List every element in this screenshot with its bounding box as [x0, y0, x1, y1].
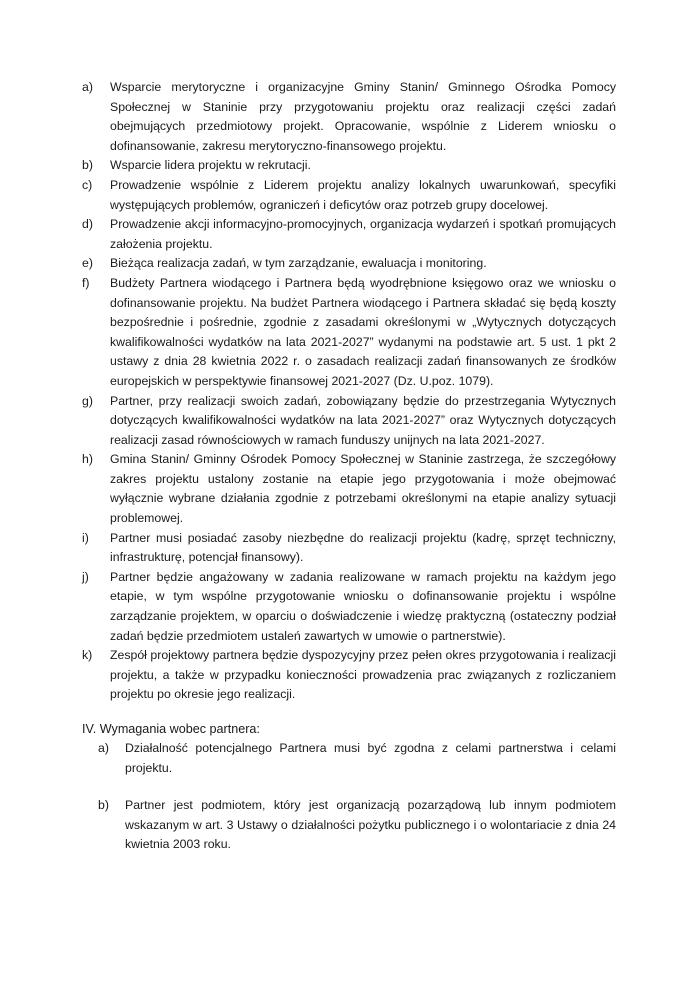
list-marker: a) [82, 80, 93, 94]
list-marker: a) [98, 741, 109, 755]
list-item [82, 450, 616, 528]
list-marker: j) [82, 569, 89, 584]
list-item [82, 568, 616, 646]
list-item-text: Gmina Stanin/ Gminny Ośrodek Pomocy Społecznej w Staninie zastrzega, że szczegółowy zakres projektu ustalony zostanie na etapie jego przygotowania i może obejmować wyłącznie wybrane działania zgodnie z potrzebami określonymi na etapie analizy sytuacji problemowej. [110, 452, 616, 526]
list-item [82, 274, 616, 392]
list-marker: e) [82, 256, 93, 271]
list-marker: h) [82, 452, 93, 467]
list-item-text: Zespół projektowy partnera będzie dyspozycyjny przez pełen okres przygotowania i realizacji projektu, a także w przypadku konieczności prowadzenia prac związanych z rozliczaniem projektu po okresie jego realizacji. [110, 648, 616, 702]
list-item [82, 78, 616, 156]
list-marker: i) [82, 530, 89, 545]
list-item [98, 796, 616, 855]
list-item-text: Partner jest podmiotem, który jest organizacją pozarządową lub innym podmiotem wskazanym w art. 3 Ustawy o działalności pożytku publicznego i o wolontariacie z dnia 24 kwietnia 2003 roku. [125, 798, 616, 852]
list-item [82, 529, 616, 568]
list-item [98, 739, 616, 778]
list-item-text: Prowadzenie akcji informacyjno-promocyjnych, organizacja wydarzeń i spotkań promujących założenia projektu. [110, 217, 616, 251]
list-marker: k) [82, 648, 93, 663]
list-item-text: Partner będzie angażowany w zadania realizowane w ramach projektu na każdym jego etapie, w tym wspólne przygotowanie wniosku o dofinansowanie projektu i wspólne zarządzanie projektem, w oparciu o doświadczenie i wiedzę praktyczną (ostateczny podział zadań będzie przedmiotem ustaleń zawartych w umowie o partnerstwie). [110, 569, 616, 643]
list-marker: c) [82, 177, 93, 192]
list-item-text: Partner musi posiadać zasoby niezbędne do realizacji projektu (kadrę, sprzęt techniczny, infrastrukturę, potencjał finansowy). [110, 530, 616, 565]
list-item [82, 176, 616, 215]
list-item-text: Prowadzenie wspólnie z Liderem projektu analizy lokalnych uwarunkowań, specyfiki występujących problemów, ograniczeń i deficytów oraz potrzeb grupy docelowej. [110, 177, 616, 212]
list-item-text: Działalność potencjalnego Partnera musi być zgodna z celami partnerstwa i celami projektu. [125, 741, 616, 775]
list-item-text: Wsparcie merytoryczne i organizacyjne Gminy Stanin/ Gminnego Ośrodka Pomocy Społecznej w Staninie przy przygotowaniu projektu oraz realizacji części zadań obejmujących przedmiotowy projekt. Opracowanie, wspólnie z Liderem wniosku o dofinansowanie, zakresu merytoryczno-finansowego projektu. [110, 80, 616, 153]
list-item-text: Wsparcie lidera projektu w rekrutacji. [110, 158, 311, 173]
list-item [82, 254, 616, 274]
list-marker: d) [82, 217, 93, 232]
list-marker: b) [82, 158, 93, 173]
list-item-text: Bieżąca realizacja zadań, w tym zarządzanie, ewaluacja i monitoring. [110, 256, 487, 271]
list-item [82, 156, 616, 176]
list-item-text: Budżety Partnera wiodącego i Partnera będą wyodrębnione księgowo oraz we wniosku o dofinansowanie projektu. Na budżet Partnera wiodącego i Partnera składać się będą koszty bezpośrednie i pośrednie, zgodnie z zasadami określonymi w „Wytycznych dotyczących kwalifikowalności wydatków na lata 2021-2027” wydanymi na podstawie art. 5 ust. 1 pkt 2 ustawy z dnia 28 kwietnia 2022 r. o zasadach realizacji zadań finansowanych ze środków europejskich w perspektywie finansowej 2021-2027 (Dz. U.poz. 1079). [110, 275, 616, 388]
list-marker: f) [82, 275, 90, 290]
partner-requirements-list [82, 739, 616, 855]
list-item [82, 215, 616, 254]
list-item [82, 646, 616, 705]
list-marker: b) [98, 798, 109, 813]
list-item-text: Partner, przy realizacji swoich zadań, zobowiązany będzie do przestrzegania Wytycznych dotyczących kwalifikowalności wydatków na lata 2021-2027” oraz Wytycznych dotyczących realizacji zasad równościowych w ramach funduszy unijnych na lata 2021-2027. [110, 393, 616, 447]
partner-tasks-list [82, 78, 616, 705]
list-marker: g) [82, 393, 93, 408]
list-item [82, 392, 616, 451]
section-heading: IV. Wymagania wobec partnera: [82, 722, 260, 736]
